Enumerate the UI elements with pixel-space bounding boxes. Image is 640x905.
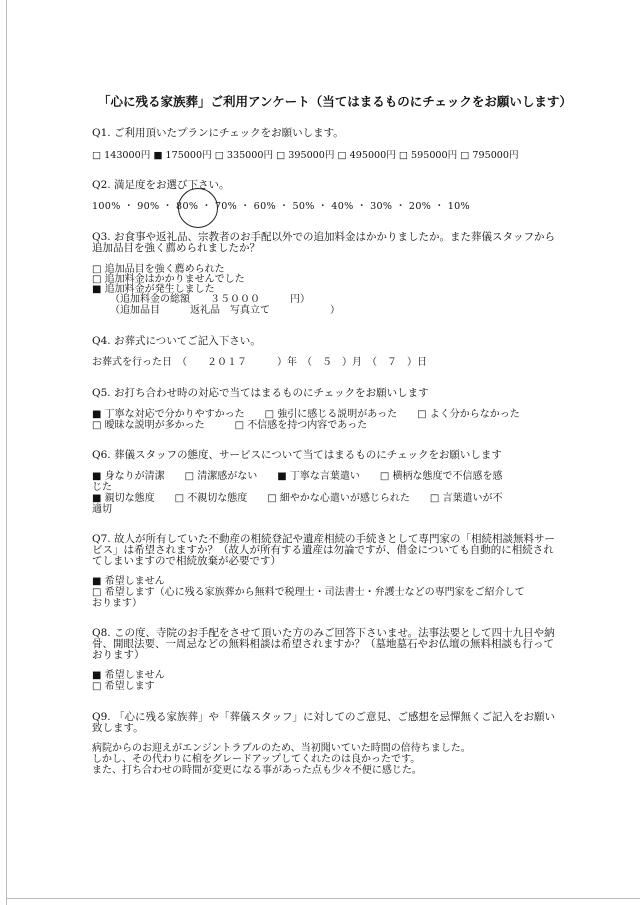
q8-question-line2: 骨、開眼法要、一周忌などの無料相談は希望されますか？（墓地墓石やお仏壇の無料相談も行って: [92, 638, 554, 650]
q3-option-2[interactable]: □ 追加料金はかかりませんでした: [92, 274, 245, 285]
q6-line3[interactable]: ■ 親切な態度 □ 不親切な態度 □ 細やかな心遣いが感じられた □ 言葉遣いが不: [92, 493, 503, 504]
survey-title: 「心に残る家族葬」ご利用アンケート（当てはまるものにチェックをお願いします）: [98, 94, 572, 109]
q7-option-2[interactable]: □ 希望します（心に残る家族葬から無料で税理士・司法書士・弁護士などの専門家をご紹介して: [92, 587, 525, 598]
q6-line2: じた: [92, 482, 112, 493]
q3-question-line1: Q3. お食事や返礼品、宗教者のお手配以外での追加料金はかかりましたか。また葬儀スタッフから: [92, 231, 555, 243]
q7-option-1[interactable]: ■ 希望しません: [92, 576, 165, 587]
q3-option-3[interactable]: ■ 追加料金が発生しました: [92, 284, 215, 295]
q8-question-line3: おります）: [92, 649, 145, 661]
q4-question: Q4. お葬式についてご記入下さい。: [92, 335, 261, 347]
q7-question-line1: Q7. 故人が所有していた不動産の相続登記や遺産相続の手続きとして専門家の「相続相談無料サー: [92, 533, 555, 545]
q9-answer-line2: しかし、その代わりに棺をグレードアップしてくれたのは良かったです。: [92, 754, 421, 765]
q9-answer-line1: 病院からのお迎えがエンジントラブルのため、当初聞いていた時間の倍待ちました。: [92, 743, 471, 754]
q6-line4: 適切: [92, 504, 112, 515]
q9-question-line1: Q9. 「心に残る家族葬」や「葬儀スタッフ」に対してのご意見、ご感想を忌憚無くご記入をお願い: [92, 711, 555, 723]
q7-option-2-cont: おります）: [92, 598, 142, 609]
q5-question: Q5. お打ち合わせ時の対応で当てはまるものにチェックをお願いします: [92, 387, 429, 399]
q3-detail-items: （追加品目 返礼品 写真立て ）: [110, 305, 340, 316]
q7-question-line2: ビス」は希望されますか？（故人が所有する遺産は勿論ですが、借金についても自動的に相続され: [92, 544, 554, 556]
selected-80-circle: [178, 188, 218, 228]
page-border-left: [6, 0, 7, 905]
q3-question-line2: 追加品目を強く薦められましたか？: [92, 242, 260, 254]
page-border-bottom: [6, 898, 640, 899]
q5-line2[interactable]: □ 曖昧な説明が多かった □ 不信感を持つ内容であった: [92, 420, 368, 431]
q6-question: Q6. 葬儀スタッフの態度、サービスについて当てはまるものにチェックをお願いします: [92, 449, 502, 461]
q2-scale[interactable]: 100% ・ 90% ・ 80% ・ 70% ・ 60% ・ 50% ・ 40% ・ 30% ・ 20% ・ 10%: [92, 201, 470, 212]
q6-line1[interactable]: ■ 身なりが清潔 □ 清潔感がない ■ 丁寧な言葉遣い □ 横柄な態度で不信感を感: [92, 471, 503, 482]
q9-answer-line3: また、打ち合わせの時間が変更になる事があった点も少々不便に感じた。: [92, 765, 422, 776]
q3-detail-total: （追加料金の総額 ３５０００ 円）: [110, 294, 310, 305]
q8-question-line1: Q8. この度、寺院のお手配をさせて頂いた方のみご回答下さいませ。法事法要として四十九日や納: [92, 627, 555, 639]
q1-question: Q1. ご利用頂いたプランにチェックをお願いします。: [92, 127, 344, 139]
q3-option-1[interactable]: □ 追加品目を強く薦められた: [92, 264, 225, 275]
q4-date-line: お葬式を行った日 （ ２０１７ ）年 （ ５ ）月 （ ７ ）日: [92, 357, 427, 368]
q7-question-line3: てしまいますので相続放棄が必要です）: [92, 555, 281, 567]
q9-question-line2: 致します。: [92, 722, 144, 734]
q8-option-1[interactable]: ■ 希望しません: [92, 670, 165, 681]
q2-question: Q2. 満足度をお選び下さい。: [92, 179, 230, 191]
q8-option-2[interactable]: □ 希望します: [92, 681, 155, 692]
q5-line1[interactable]: ■ 丁寧な対応で分かりやすかった □ 強引に感じる説明があった □ よく分からなかった: [92, 409, 520, 420]
q1-options[interactable]: □ 143000円 ■ 175000円 □ 335000円 □ 395000円 □ 495000円 □ 595000円 □ 795000円: [92, 150, 519, 161]
